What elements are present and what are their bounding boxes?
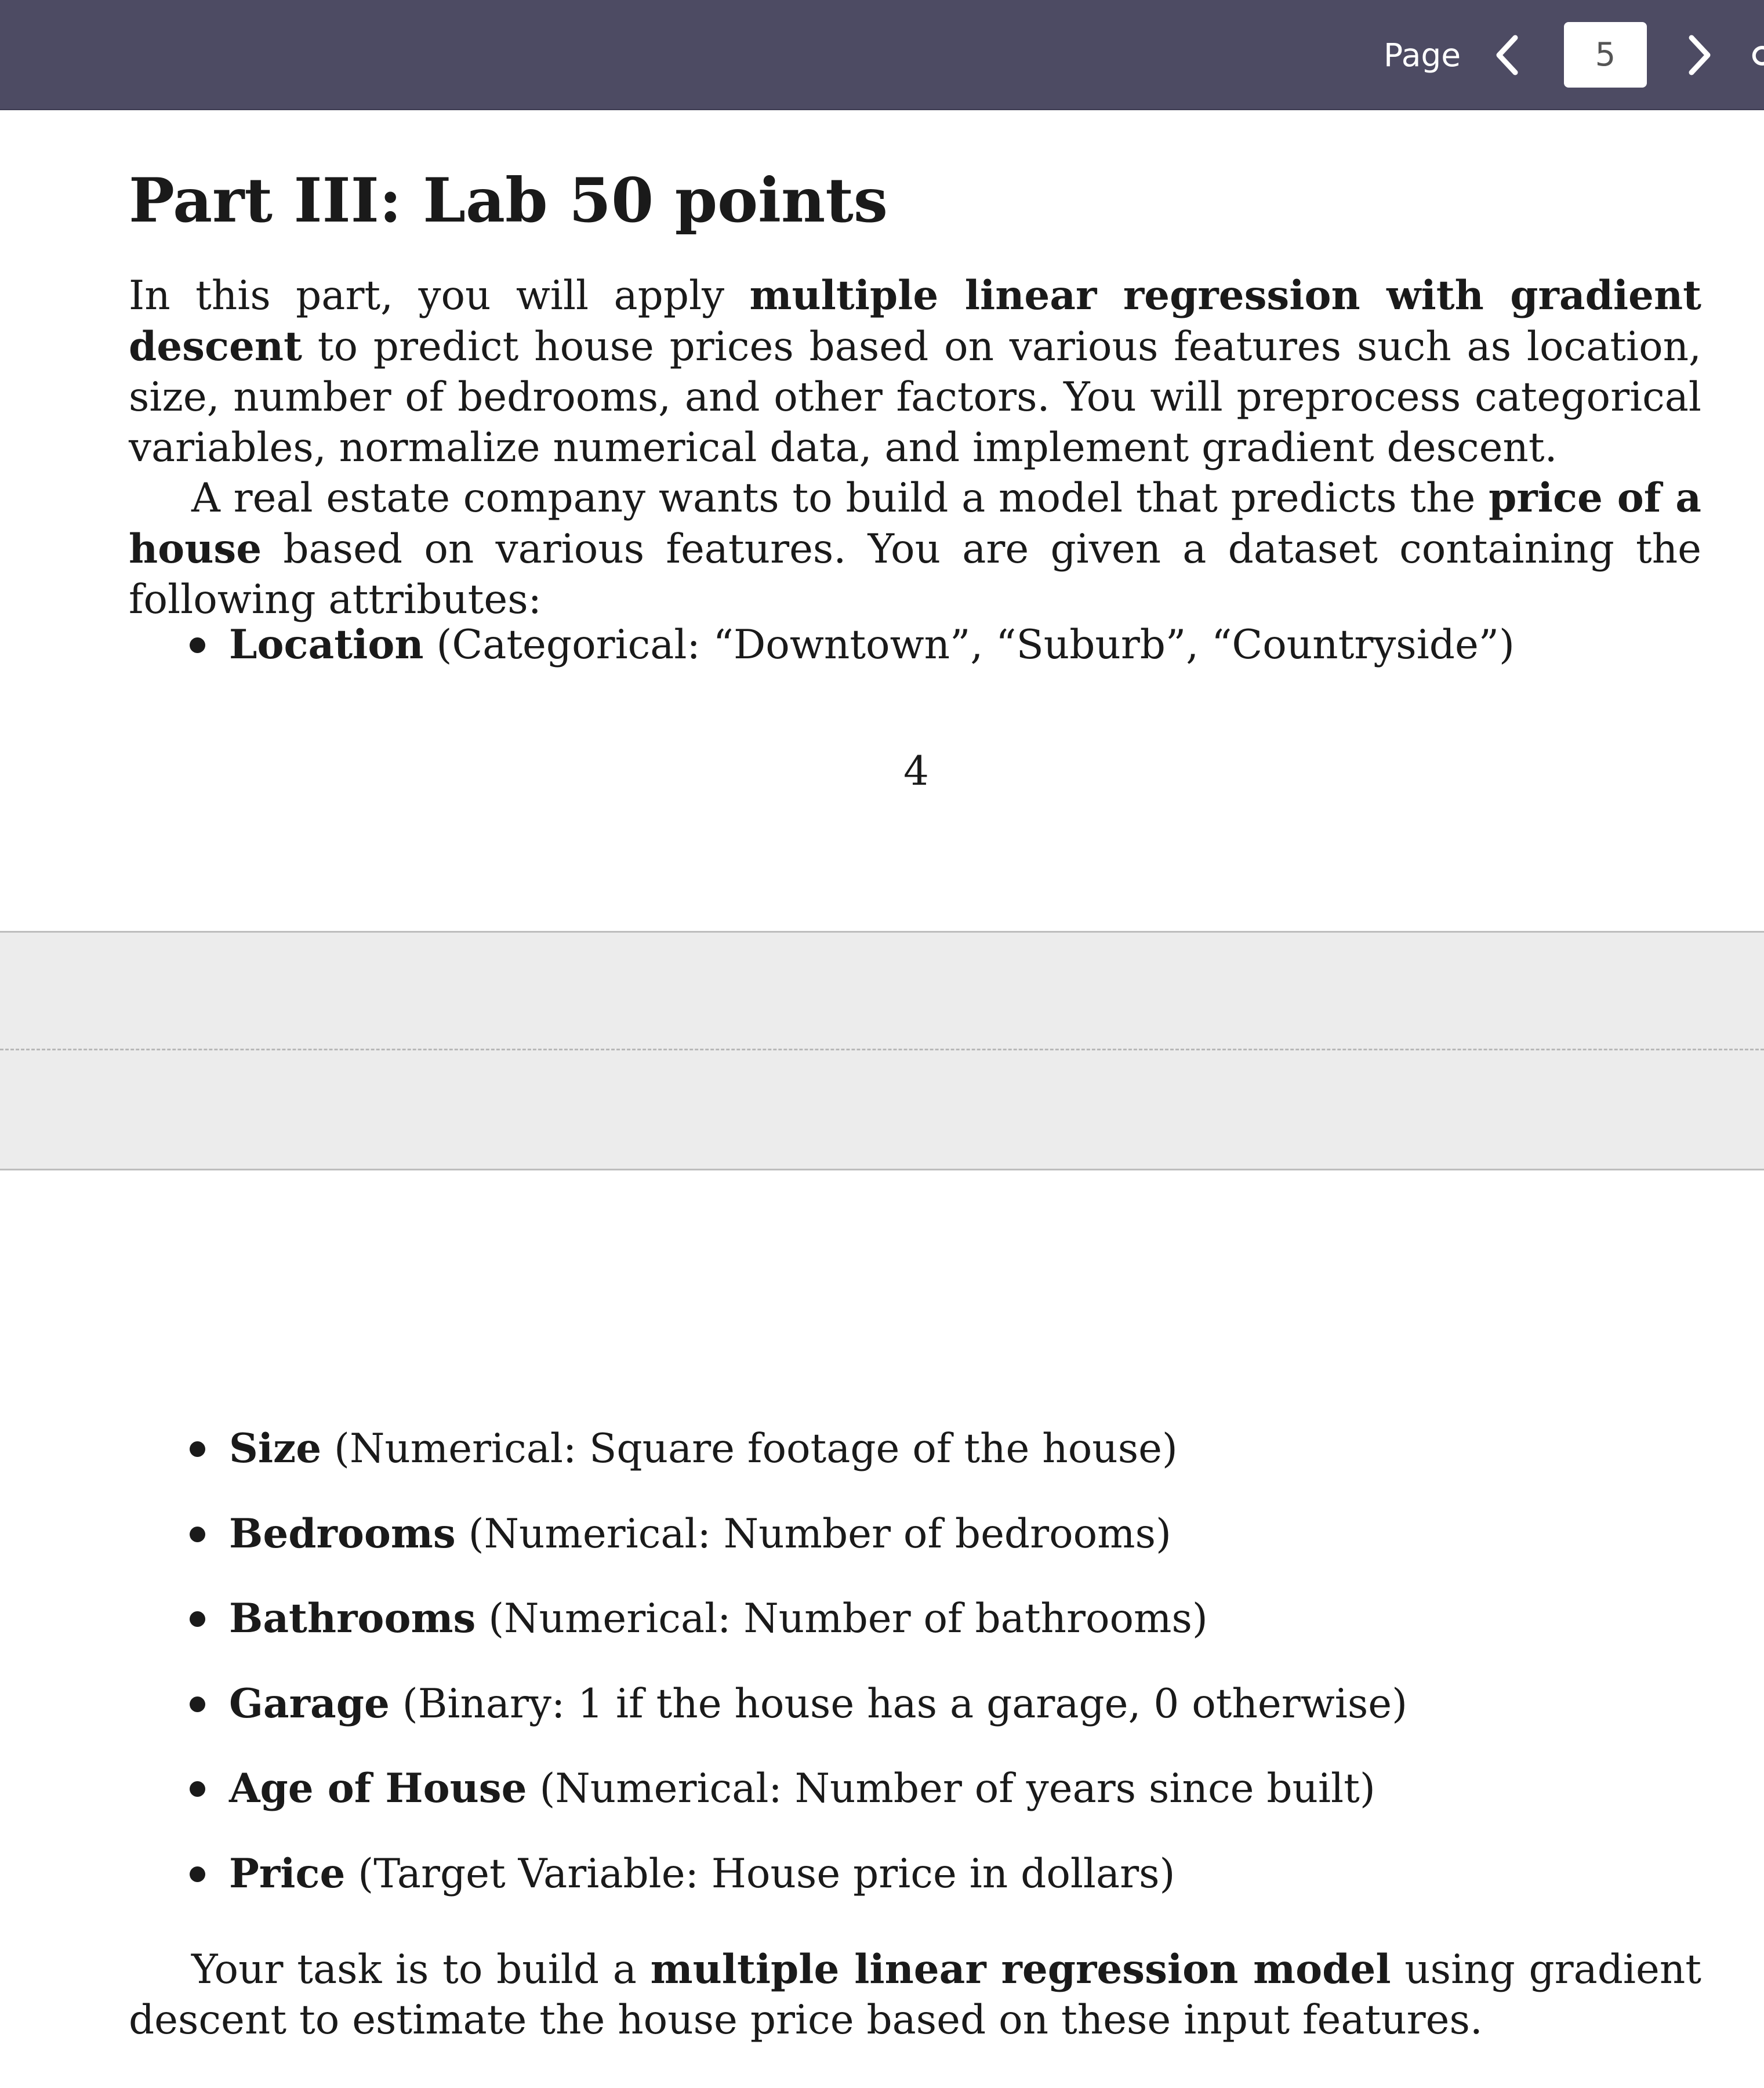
- attribute-item-price: [229, 1848, 1175, 1900]
- context-bold-1: price of a house: [129, 474, 1701, 572]
- attribute-name: Bedrooms: [229, 1510, 456, 1557]
- previous-page-button[interactable]: [1482, 26, 1534, 84]
- page-break-gap: [0, 931, 1764, 1170]
- task-text-2: using gradient descent to estimate the house price based on these input features.: [129, 1946, 1701, 2043]
- bullet-icon: [190, 637, 205, 653]
- attribute-description: (Numerical: Number of bathrooms): [476, 1596, 1208, 1642]
- toolbar-overflow-icon[interactable]: [1751, 45, 1764, 66]
- attribute-name: Bathrooms: [229, 1595, 476, 1642]
- page-number-input[interactable]: [1564, 22, 1647, 88]
- attribute-item-bedrooms: [229, 1508, 1171, 1560]
- chevron-right-icon: [1685, 32, 1714, 78]
- attribute-description: (Target Variable: House price in dollars): [345, 1851, 1175, 1897]
- attribute-name: Location: [229, 621, 424, 668]
- attribute-item-bathrooms: [229, 1593, 1208, 1645]
- attribute-description: (Categorical: “Downtown”, “Suburb”, “Countryside”): [423, 622, 1515, 668]
- attribute-name: Age of House: [229, 1765, 527, 1812]
- attribute-name: Size: [229, 1425, 322, 1472]
- page-label: Page: [1384, 37, 1461, 74]
- context-paragraph: [129, 473, 1701, 625]
- context-text-1: A real estate company wants to build a model that predicts the: [191, 475, 1489, 521]
- bullet-icon: [190, 1781, 205, 1797]
- bullet-icon: [190, 1441, 205, 1457]
- attribute-item-garage: [229, 1678, 1407, 1730]
- intro-paragraph: [129, 270, 1701, 473]
- section-heading: Part III: Lab 50 points: [129, 164, 888, 236]
- page-break-divider: [0, 1049, 1764, 1050]
- attribute-item-size: [229, 1423, 1178, 1475]
- attribute-name: Price: [229, 1850, 346, 1897]
- attribute-description: (Numerical: Number of years since built): [527, 1766, 1375, 1812]
- bullet-icon: [190, 1696, 205, 1712]
- attribute-name: Garage: [229, 1680, 390, 1727]
- attribute-item-location: [229, 619, 1515, 671]
- next-page-button[interactable]: [1673, 26, 1725, 84]
- context-text-2: based on various features. You are given a dataset containing the following attributes:: [129, 526, 1701, 623]
- bullet-icon: [190, 1611, 205, 1627]
- intro-text-1: In this part, you will apply: [129, 273, 750, 319]
- task-paragraph: [129, 1944, 1701, 2046]
- attribute-description: (Numerical: Square footage of the house): [321, 1426, 1178, 1472]
- attribute-description: (Numerical: Number of bedrooms): [455, 1511, 1171, 1557]
- intro-bold-1: multiple linear regression with gradient descent: [129, 272, 1701, 370]
- attribute-item-age: [229, 1763, 1375, 1815]
- pdf-toolbar: [0, 0, 1764, 110]
- chevron-left-icon: [1493, 32, 1522, 78]
- task-bold-1: multiple linear regression model: [650, 1946, 1391, 1993]
- page-number-footer: 4: [903, 748, 929, 795]
- bullet-icon: [190, 1866, 205, 1882]
- bullet-icon: [190, 1527, 205, 1542]
- attribute-description: (Binary: 1 if the house has a garage, 0 otherwise): [389, 1681, 1408, 1727]
- task-text-1: Your task is to build a: [191, 1946, 651, 1993]
- intro-text-2: to predict house prices based on various features such as location, size, number of bedrooms, and other factors. You will preprocess categorical variables, normalize numerical data, and implement gradient descent.: [129, 324, 1701, 471]
